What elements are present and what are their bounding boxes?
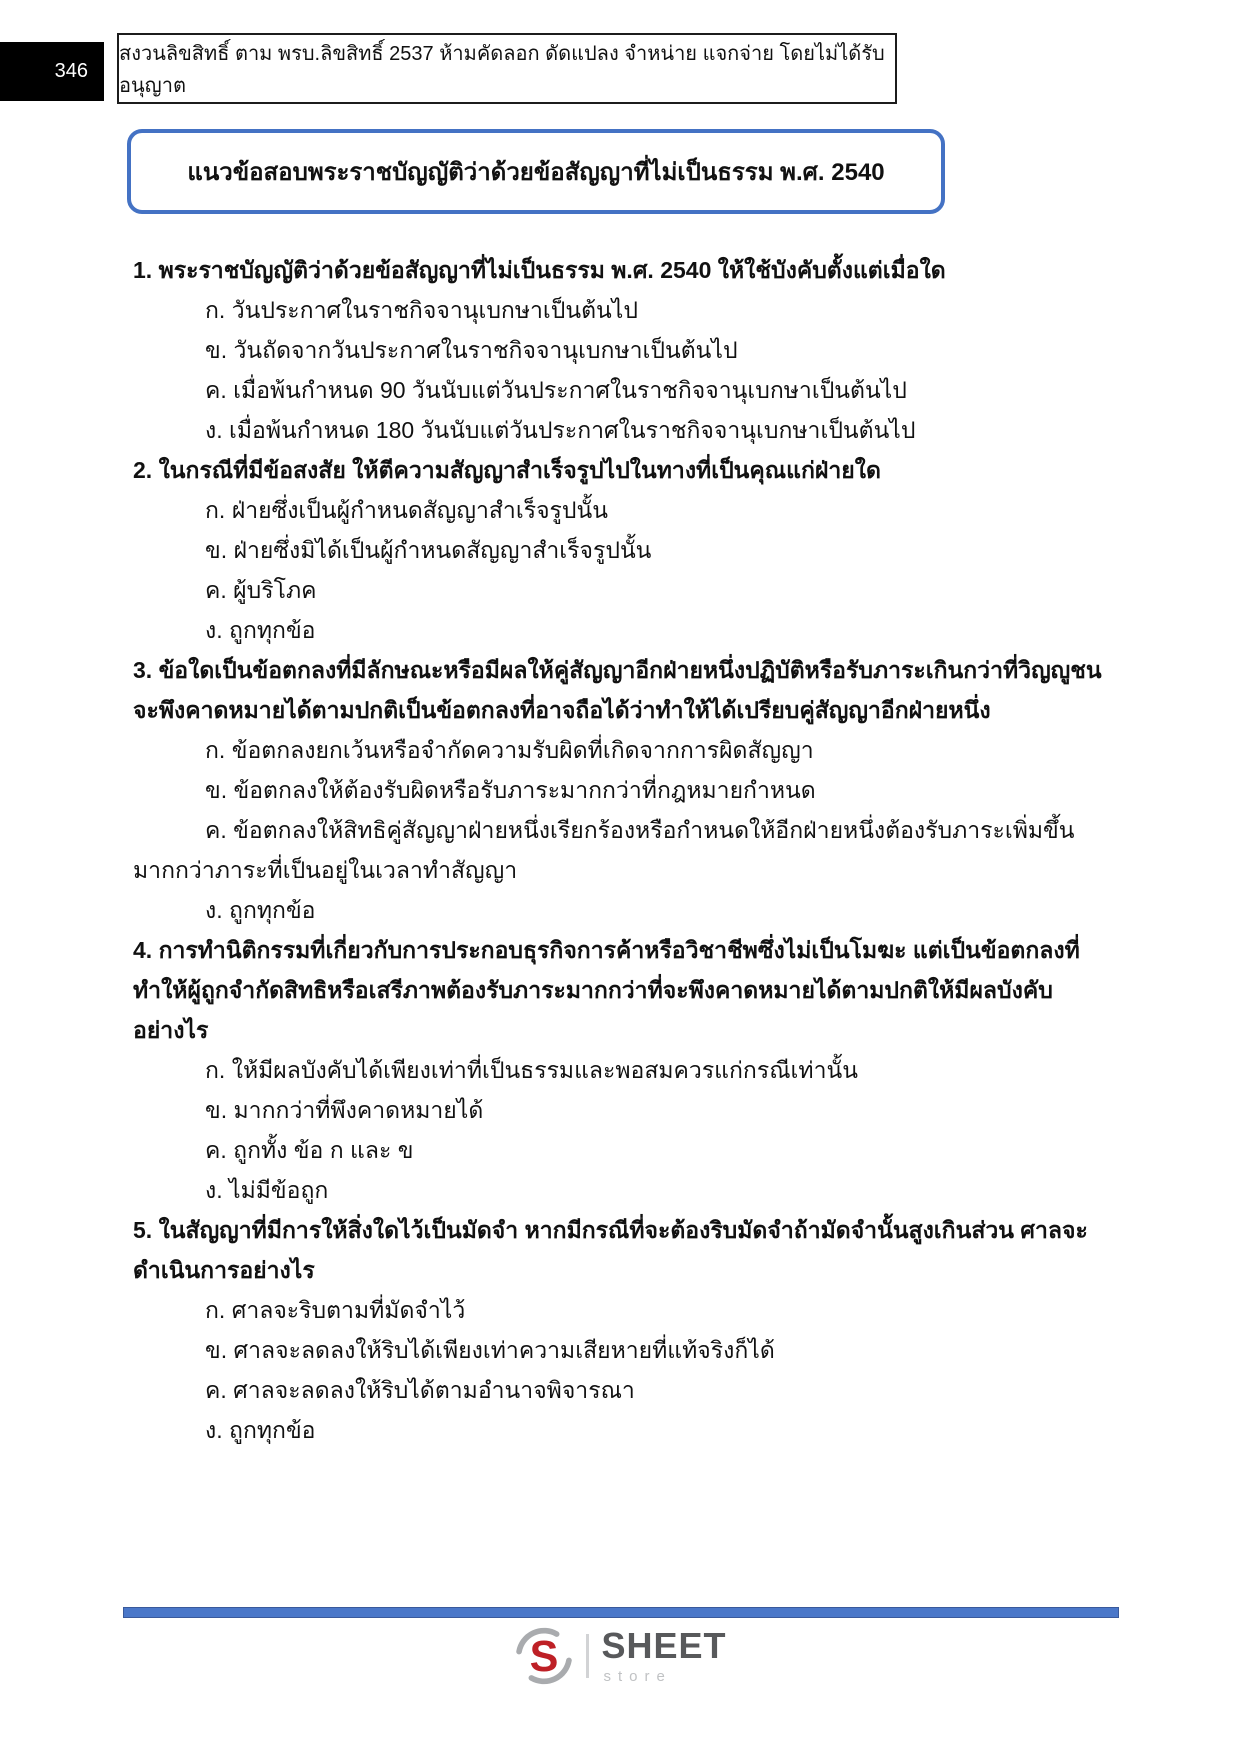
- question-text: [133, 930, 1113, 1050]
- option: [133, 1170, 1113, 1210]
- option-label: ค.: [205, 1137, 227, 1163]
- page-title: แนวข้อสอบพระราชบัญญัติว่าด้วยข้อสัญญาที่ไม่เป็นธรรม พ.ศ. 2540: [187, 159, 885, 186]
- option-text: ข้อตกลงให้สิทธิคู่สัญญาฝ่ายหนึ่งเรียกร้องหรือกำหนดให้อีกฝ่ายหนึ่งต้องรับภาระเพิ่มขึ้นมากกว่าภาระที่เป็นอยู่ในเวลาทำสัญญา: [133, 817, 1075, 883]
- sheet-store-logo-icon: [514, 1626, 574, 1686]
- page-number: 346: [54, 60, 88, 82]
- question-5: [133, 1210, 1113, 1450]
- question-2: [133, 450, 1113, 650]
- option-text: มากกว่าที่พึงคาดหมายได้: [233, 1097, 484, 1123]
- question-text: [133, 1210, 1113, 1290]
- option-label: ก.: [205, 497, 226, 523]
- option-text: ฝ่ายซึ่งมิได้เป็นผู้กำหนดสัญญาสำเร็จรูปนั้น: [233, 537, 652, 563]
- question-list: [133, 250, 1113, 1450]
- footer-logo: [0, 1626, 1241, 1686]
- brand-subname: store: [603, 1668, 672, 1685]
- option-label: ก.: [205, 297, 226, 323]
- question-1: [133, 250, 1113, 450]
- question-number: 3.: [133, 657, 153, 683]
- option-label: ข.: [205, 537, 228, 563]
- option-text: วันถัดจากวันประกาศในราชกิจจานุเบกษาเป็นต้นไป: [233, 337, 738, 363]
- brand-texts: [601, 1625, 727, 1685]
- option-text: ผู้บริโภค: [233, 577, 317, 603]
- option-label: ก.: [205, 1297, 226, 1323]
- option-label: ง.: [205, 617, 223, 643]
- option: [133, 1130, 1113, 1170]
- option-label: ข.: [205, 1097, 228, 1123]
- option-label: ข.: [205, 1337, 228, 1363]
- option-label: ก.: [205, 1057, 226, 1083]
- option-label: ง.: [205, 897, 223, 923]
- question-number: 4.: [133, 937, 153, 963]
- option-label: ง.: [205, 417, 223, 443]
- option: [133, 410, 1113, 450]
- option: [133, 490, 1113, 530]
- question-text: [133, 450, 1113, 490]
- question-text: [133, 650, 1113, 730]
- option-text: เมื่อพ้นกำหนด 180 วันนับแต่วันประกาศในราชกิจจานุเบกษาเป็นต้นไป: [229, 417, 916, 443]
- option: [133, 890, 1113, 930]
- option-text: ให้มีผลบังคับได้เพียงเท่าที่เป็นธรรมและพอสมควรแก่กรณีเท่านั้น: [231, 1057, 858, 1083]
- option-label: ก.: [205, 737, 226, 763]
- option-label: ค.: [205, 817, 227, 843]
- option-label: ง.: [205, 1177, 223, 1203]
- question-body: ในกรณีที่มีข้อสงสัย ให้ตีความสัญญาสำเร็จรูปไปในทางที่เป็นคุณแก่ฝ่ายใด: [158, 457, 881, 483]
- option-label: ค.: [205, 1377, 227, 1403]
- option-text: วันประกาศในราชกิจจานุเบกษาเป็นต้นไป: [231, 297, 638, 323]
- question-4: [133, 930, 1113, 1210]
- question-body: พระราชบัญญัติว่าด้วยข้อสัญญาที่ไม่เป็นธรรม พ.ศ. 2540 ให้ใช้บังคับตั้งแต่เมื่อใด: [158, 257, 946, 283]
- copyright-box: [117, 33, 897, 104]
- option-label: ค.: [205, 377, 227, 403]
- option: [133, 370, 1113, 410]
- option: [133, 770, 1113, 810]
- option-text: ไม่มีข้อถูก: [229, 1177, 329, 1203]
- option-text: เมื่อพ้นกำหนด 90 วันนับแต่วันประกาศในราชกิจจานุเบกษาเป็นต้นไป: [233, 377, 907, 403]
- option-text: ข้อตกลงให้ต้องรับผิดหรือรับภาระมากกว่าที่กฎหมายกำหนด: [233, 777, 816, 803]
- option: [133, 1050, 1113, 1090]
- logo-divider: [586, 1634, 589, 1678]
- option-text: ศาลจะลดลงให้ริบได้เพียงเท่าความเสียหายที่แท้จริงก็ได้: [233, 1337, 775, 1363]
- copyright-text: สงวนลิขสิทธิ์ ตาม พรบ.ลิขสิทธิ์ 2537 ห้ามคัดลอก ดัดแปลง จำหน่าย แจกจ่าย โดยไม่ได้รับอนุญาต: [119, 42, 885, 97]
- question-text: [133, 250, 1113, 290]
- option-text: ถูกทุกข้อ: [229, 617, 316, 643]
- option-label: ข.: [205, 337, 228, 363]
- option: [133, 530, 1113, 570]
- option-text: ถูกทั้ง ข้อ ก และ ข: [233, 1137, 414, 1163]
- option-text: ศาลจะริบตามที่มัดจำไว้: [231, 1297, 466, 1323]
- option: [133, 810, 1113, 890]
- question-body: ข้อใดเป็นข้อตกลงที่มีลักษณะหรือมีผลให้คู่สัญญาอีกฝ่ายหนึ่งปฏิบัติหรือรับภาระเกินกว่าที่วิญญูชนจะพึงคาดหมายได้ตามปกติเป็นข้อตกลงที่อาจถือได้ว่าทำให้ได้เปรียบคู่สัญญาอีกฝ่ายหนึ่ง: [133, 657, 1102, 723]
- option-text: ข้อตกลงยกเว้นหรือจำกัดความรับผิดที่เกิดจากการผิดสัญญา: [231, 737, 814, 763]
- question-number: 2.: [133, 457, 153, 483]
- footer-divider-bar: [123, 1607, 1119, 1618]
- option-label: ข.: [205, 777, 228, 803]
- option: [133, 1330, 1113, 1370]
- question-3: [133, 650, 1113, 930]
- option: [133, 570, 1113, 610]
- question-body: ในสัญญาที่มีการให้สิ่งใดไว้เป็นมัดจำ หากมีกรณีที่จะต้องริบมัดจำถ้ามัดจำนั้นสูงเกินส่วน ศาลจะดำเนินการอย่างไร: [133, 1217, 1088, 1283]
- option: [133, 730, 1113, 770]
- logo-letter: S: [530, 1633, 559, 1681]
- page-number-box: [0, 42, 104, 101]
- brand-name: SHEET: [601, 1625, 727, 1666]
- option: [133, 290, 1113, 330]
- option: [133, 1290, 1113, 1330]
- option: [133, 610, 1113, 650]
- option-text: ถูกทุกข้อ: [229, 1417, 316, 1443]
- question-body: การทำนิติกรรมที่เกี่ยวกับการประกอบธุรกิจการค้าหรือวิชาชีพซึ่งไม่เป็นโมฆะ แต่เป็นข้อตกลงที่ทำให้ผู้ถูกจำกัดสิทธิหรือเสรีภาพต้องรับภาระมากกว่าที่จะพึงคาดหมายได้ตามปกติให้มีผลบังคับอย่างไร: [133, 937, 1080, 1043]
- option: [133, 1090, 1113, 1130]
- option: [133, 1370, 1113, 1410]
- question-number: 5.: [133, 1217, 153, 1243]
- option: [133, 1410, 1113, 1450]
- option-label: ง.: [205, 1417, 223, 1443]
- title-box: [127, 129, 945, 214]
- option-text: ถูกทุกข้อ: [229, 897, 316, 923]
- option-text: ฝ่ายซึ่งเป็นผู้กำหนดสัญญาสำเร็จรูปนั้น: [231, 497, 608, 523]
- question-number: 1.: [133, 257, 153, 283]
- option-text: ศาลจะลดลงให้ริบได้ตามอำนาจพิจารณา: [233, 1377, 635, 1403]
- option: [133, 330, 1113, 370]
- option-label: ค.: [205, 577, 227, 603]
